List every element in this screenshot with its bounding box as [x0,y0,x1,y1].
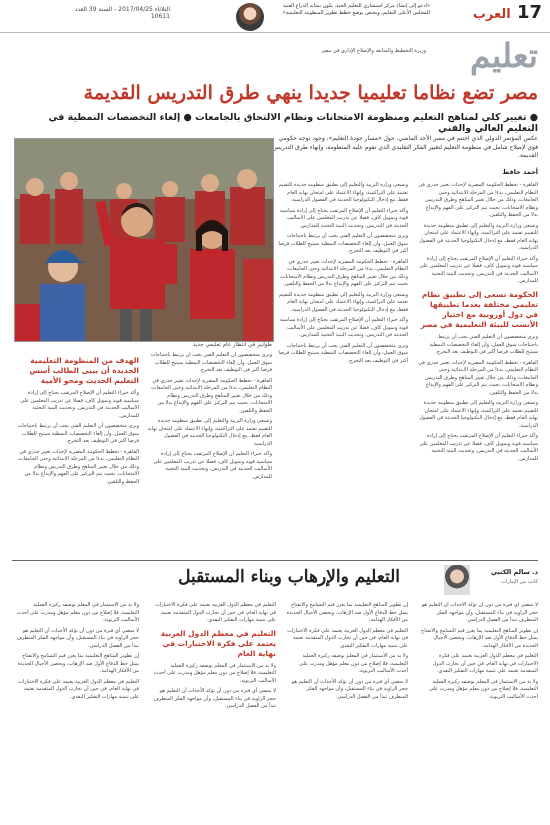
dateline: الثلاثاء 2017/04/25 - السنة 39 العدد 10611 [74,6,170,20]
column-paragraph: ولا بد من الاستثمار في المعلم بوصفه ركيزة العملية التعليمية، فلا إصلاح من دون معلم مؤهل ومدرب على أحدث الأساليب التربوية. [153,662,276,684]
article-lede: عكس المؤتمر الدولي الذي اختتم في مصر الأحد الماضي، حول «مسار جودة التعليم»، وجود توجه حكومي قوي لإصلاح شامل في منظومة التعليم لتغيير الفكر التقليدي الذي تقوم عليه المنظومة، وإنهاء طرق التدريس القديمة. [272,135,538,160]
column-author: د. سالم الكتبي [490,568,538,576]
body-paragraph: القاهرة - تخطط الحكومة المصرية لإحداث تغيير جذري في النظام التعليمي، بدءا من المرحلة الابتدائية وحتى الجامعات، وذلك من خلال تغيير المناهج وطرق التدريس ونظام الامتحانات، بحيث يتم التركيز على الفهم والإبداع بدلا من الحفظ والتلقين. [150,377,272,414]
pull-quote: الحكومة تسعى إلى تطبيق نظام تعليمي مختلفة بعدما تطبيقها في دول أوروبية مع اختيار الأنسب للبيئة التعليمية في مصر [420,289,538,329]
column-paragraph: ولا بد من الاستثمار في المعلم بوصفه ركيزة العملية التعليمية، فلا إصلاح من دون معلم مؤهل ومدرب على أحدث الأساليب التربوية. [429,678,538,700]
students-photo [14,138,274,342]
page-number [470,2,542,23]
column-paragraph: لا تمضي أي فترة من دون أن تؤكد الأحداث أن التعليم هو حجر الزاوية في بناء المستقبل، وأن مواجهة الفكر المتطرف تبدأ من الفصل الدراسي. [16,627,139,649]
body-paragraph: القاهرة - تخطط الحكومة المصرية لإحداث تغيير جذري في النظام التعليمي، بدءا من المرحلة الابتدائية وحتى الجامعات، وذلك من خلال تغيير المناهج وطرق التدريس ونظام الامتحانات، بحيث يتم التركيز على الفهم والإبداع بدلا من الحفظ والتلقين. [418,359,538,396]
column-paragraph: ولا بد من الاستثمار في المعلم بوصفه ركيزة العملية التعليمية، فلا إصلاح من دون معلم مؤهل ومدرب على أحدث الأساليب التربوية. [299,653,408,674]
column-headline: التعليم والإرهاب وبناء المستقبل [178,567,400,587]
body-paragraph: وأكد خبراء التعليم أن الإصلاح المرتقب يحتاج إلى إرادة سياسية قوية وتمويل كاف، فضلا عن تدريب المعلمين على الأساليب الحديثة في التدريس، وتحديث البنية التحتية للمدارس. [279,207,408,229]
students-photo-illustration [15,139,273,341]
promo-caption: وزيرة التخطيط والمتابعة والإصلاح الإداري في مصر [321,48,426,54]
author-photo [444,565,470,595]
body-column-1 [418,182,538,554]
body-paragraph: ويرى متخصصون أن التعليم الفني يجب أن يرتبط باحتياجات سوق العمل، وأن إلغاء التخصصات النمطية سيتيح للطلاب فرصا أكبر في التوظيف بعد التخرج. [278,233,408,254]
column-text-3 [151,602,276,817]
main-headline: مصر تضع نظاما تعليميا جديدا ينهي طرق التدريس القديمة [83,82,538,104]
column-paragraph: التعليم في معظم الدول العربية يعتمد على فكرة الاختبارات في نهاية العام، في حين أن تجارب الدول المتقدمة تعتمد على تنمية مهارات التفكير النقدي. [18,678,139,700]
body-paragraph: ويرى متخصصون أن التعليم الفني يجب أن يرتبط باحتياجات سوق العمل، وأن إلغاء التخصصات النمطية سيتيح للطلاب فرصا أكبر في التوظيف بعد التخرج. [150,352,272,373]
column-pull-quote: التعليم في معظم الدول العربية يعتمد على فكرة الاختبارات في نهاية العام [160,628,276,658]
column-paragraph: التعليم في معظم الدول العربية يعتمد على فكرة الاختبارات في نهاية العام، في حين أن تجارب الدول المتقدمة تعتمد على تنمية مهارات التفكير النقدي. [432,653,538,674]
body-paragraph: وتسعى وزارة التربية والتعليم إلى تطبيق منظومة جديدة للتقييم تعتمد على التراكمية، وإنهاء الاعتماد على امتحان نهاية العام فقط، مع إدخال التكنولوجيا الحديثة في الفصول الدراسية. [419,222,538,251]
subheadline: ● تغيير كلي لمناهج التعليم ومنظومة الامتحانات ونظام الالتحاق بالجامعات ● إلغاء التخصصات النمطية في التعليم العالي والفني [48,112,538,134]
promo-quote: «ادعو إلى إنشاء مركز استشاري للتعليم الجيد، يكون بمثابة الذراع الفنية للمجلس الأعلى للتعليم، ويختص بوضع خطط تطوير المنظومة التعليمية» [282,3,430,16]
column-paragraph: إن تطوير المناهج التعليمية بما يعزز قيم التسامح والانفتاح يمثل خط الدفاع الأول ضد الإرهاب، ويحصن الأجيال الجديدة من الأفكار الهدامة. [421,627,538,649]
page-number-value: 17 [516,2,542,23]
section-divider [12,560,538,561]
body-paragraph: وتسعى وزارة التربية والتعليم إلى تطبيق منظومة جديدة للتقييم تعتمد على التراكمية، وإنهاء الاعتماد على امتحان نهاية العام فقط، مع إدخال التكنولوجيا الحديثة في الفصول الدراسية. [278,182,408,203]
body-paragraph: القاهرة - تخطط الحكومة المصرية لإحداث تغيير جذري في النظام التعليمي، بدءا من المرحلة الابتدائية وحتى الجامعات، وذلك من خلال تغيير المناهج وطرق التدريس ونظام الامتحانات، بحيث يتم التركيز على الفهم والإبداع بدلا من الحفظ والتلقين. [17,448,139,485]
body-paragraph: ويرى متخصصون أن التعليم الفني يجب أن يرتبط باحتياجات سوق العمل، وأن إلغاء التخصصات النمطية سيتيح للطلاب فرصا أكبر في التوظيف بعد التخرج. [429,334,538,355]
body-paragraph: وأكد خبراء التعليم أن الإصلاح المرتقب يحتاج إلى إرادة سياسية قوية وتمويل كاف، فضلا عن تدريب المعلمين على الأساليب الحديثة في التدريس، وتحديث البنية التحتية للمدارس. [279,317,408,338]
column-paragraph: إن تطوير المناهج التعليمية بما يعزز قيم التسامح والانفتاح يمثل خط الدفاع الأول ضد الإرهاب، ويحصن الأجيال الجديدة من الأفكار الهدامة. [286,602,408,623]
body-paragraph: ويرى متخصصون أن التعليم الفني يجب أن يرتبط باحتياجات سوق العمل، وأن إلغاء التخصصات النمطية سيتيح للطلاب فرصا أكبر في التوظيف بعد التخرج. [17,423,139,445]
body-column-4 [14,352,139,554]
column-paragraph: إن تطوير المناهج التعليمية بما يعزز قيم التسامح والانفتاح يمثل خط الدفاع الأول ضد الإرهاب، ويحصن الأجيال الجديدة من الأفكار الهدامة. [17,653,139,674]
masthead [0,0,550,33]
body-paragraph: القاهرة - تخطط الحكومة المصرية لإحداث تغيير جذري في النظام التعليمي، بدءا من المرحلة الابتدائية وحتى الجامعات، وذلك من خلال تغيير المناهج وطرق التدريس ونظام الامتحانات، بحيث يتم التركيز على الفهم والإبداع بدلا من الحفظ والتلقين. [279,258,408,287]
promo-avatar [236,3,264,31]
column-paragraph: ولا بد من الاستثمار في المعلم بوصفه ركيزة العملية التعليمية، فلا إصلاح من دون معلم مؤهل ومدرب على أحدث الأساليب التربوية. [16,602,139,623]
column-text-1 [418,602,538,817]
column-text-2 [286,602,408,817]
pull-quote: الهدف من المنظومة التعليمية الجديدة أن يبنى الطالب أسس التعليم الحديث ومحو الأمية [29,356,139,386]
body-paragraph: القاهرة - تخطط الحكومة المصرية لإحداث تغيير جذري في النظام التعليمي، بدءا من المرحلة الابتدائية وحتى الجامعات، وذلك من خلال تغيير المناهج وطرق التدريس ونظام الامتحانات، بحيث يتم التركيز على الفهم والإبداع بدلا من الحفظ والتلقين. [418,182,538,218]
body-paragraph: وتسعى وزارة التربية والتعليم إلى تطبيق منظومة جديدة للتقييم تعتمد على التراكمية، وإنهاء الاعتماد على امتحان نهاية العام فقط، مع إدخال التكنولوجيا الحديثة في الفصول الدراسية. [278,291,408,313]
column-paragraph: لا تمضي أي فترة من دون أن تؤكد الأحداث أن التعليم هو حجر الزاوية في بناء المستقبل، وأن مواجهة الفكر المتطرف تبدأ من الفصل الدراسي. [153,688,276,710]
article-byline: أحمد حافظ [502,168,538,176]
section-title: تعليم [470,36,538,75]
body-paragraph: وأكد خبراء التعليم أن الإصلاح المرتقب يحتاج إلى إرادة سياسية قوية وتمويل كاف، فضلا عن تدريب المعلمين على الأساليب الحديثة في التدريس، وتحديث البنية التحتية للمدارس. [153,451,272,480]
body-paragraph: وأكد خبراء التعليم أن الإصلاح المرتقب يحتاج إلى إرادة سياسية قوية وتمويل كاف، فضلا عن تدريب المعلمين على الأساليب الحديثة في التدريس، وتحديث البنية التحتية للمدارس. [419,433,538,462]
column-paragraph: لا تمضي أي فترة من دون أن تؤكد الأحداث أن التعليم هو حجر الزاوية في بناء المستقبل، وأن مواجهة الفكر المتطرف تبدأ من الفصل الدراسي. [421,602,538,623]
column-paragraph: التعليم في معظم الدول العربية يعتمد على فكرة الاختبارات في نهاية العام، في حين أن تجارب الدول المتقدمة تعتمد على تنمية مهارات التفكير النقدي. [155,602,276,623]
column-text-4 [14,602,139,817]
body-paragraph: وتسعى وزارة التربية والتعليم إلى تطبيق منظومة جديدة للتقييم تعتمد على التراكمية، وإنهاء الاعتماد على امتحان نهاية العام فقط، مع إدخال التكنولوجيا الحديثة في الفصول الدراسية. [419,400,538,429]
newspaper-name: العرب [472,7,511,22]
column-author-role: كاتب من الإمارات [501,579,538,585]
column-paragraph: لا تمضي أي فترة من دون أن تؤكد الأحداث أن التعليم هو حجر الزاوية في بناء المستقبل، وأن مواجهة الفكر المتطرف تبدأ من الفصل الدراسي. [291,678,408,700]
column-paragraph: التعليم في معظم الدول العربية يعتمد على فكرة الاختبارات في نهاية العام، في حين أن تجارب الدول المتقدمة تعتمد على تنمية مهارات التفكير النقدي. [287,627,408,649]
body-paragraph: ويرى متخصصون أن التعليم الفني يجب أن يرتبط باحتياجات سوق العمل، وأن إلغاء التخصصات النمطية سيتيح للطلاب فرصا أكبر في التوظيف بعد التخرج. [278,342,408,364]
photo-caption: طوابير في انتظار عام تعليمي جديد [193,342,272,348]
body-column-2 [278,182,408,554]
body-paragraph: وأكد خبراء التعليم أن الإصلاح المرتقب يحتاج إلى إرادة سياسية قوية وتمويل كاف، فضلا عن تدريب المعلمين على الأساليب الحديثة في التدريس، وتحديث البنية التحتية للمدارس. [20,390,139,419]
body-paragraph: وأكد خبراء التعليم أن الإصلاح المرتقب يحتاج إلى إرادة سياسية قوية وتمويل كاف، فضلا عن تدريب المعلمين على الأساليب الحديثة في التدريس، وتحديث البنية التحتية للمدارس. [419,255,538,284]
body-paragraph: وتسعى وزارة التربية والتعليم إلى تطبيق منظومة جديدة للتقييم تعتمد على التراكمية، وإنهاء الاعتماد على امتحان نهاية العام فقط، مع إدخال التكنولوجيا الحديثة في الفصول الدراسية. [147,418,272,447]
body-column-3 [147,352,272,554]
